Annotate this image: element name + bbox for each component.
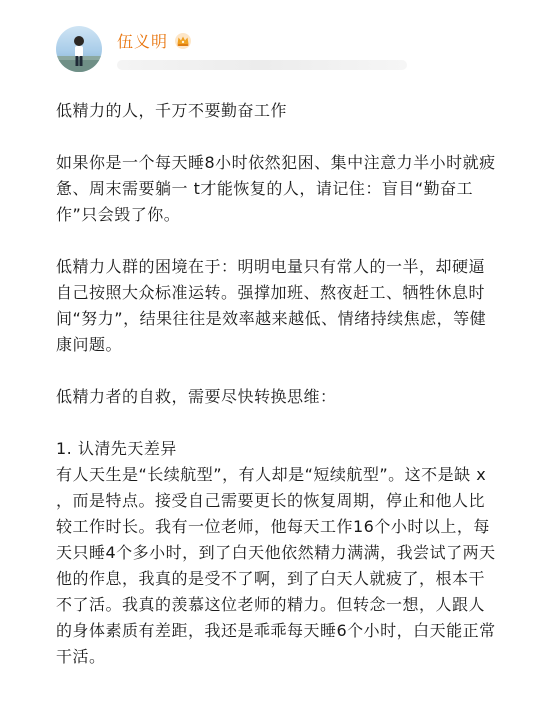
post-paragraph: 有人天生是“长续航型”，有人却是“短续航型”。这不是缺 x ，而是特点。接受自己需要更长的恢复周期，停止和他人比较工作时长。我有一位老师，他每天工作16个小时以上，每天只睡4个多小时，到了白天他依然精力满满，我尝试了两天他的作息，我真的是受不了啊，到了白天人就疲了，根本干不了活。我真的羡慕这位老师的精力。但转念一想，人跟人的身体素质有差距，我还是乖乖每天睡6个小时，白天能正常干活。 bbox=[56, 465, 496, 666]
post-meta-blurred bbox=[117, 60, 407, 70]
post-section-heading: 1. 认清先天差异 bbox=[56, 439, 177, 458]
username-row bbox=[117, 29, 407, 52]
post-header bbox=[56, 26, 407, 72]
post-paragraph: 如果你是一个每天睡8小时依然犯困、集中注意力半小时就疲惫、周末需要躺一 t才能恢复的人，请记住：盲目“勤奋工作”只会毁了你。 bbox=[56, 153, 496, 224]
username[interactable]: 伍义明 bbox=[117, 32, 169, 51]
post-paragraph: 低精力者的自救，需要尽快转换思维： bbox=[56, 387, 337, 406]
post-title: 低精力的人，千万不要勤奋工作 bbox=[56, 101, 288, 120]
user-avatar-photo-icon bbox=[56, 26, 102, 72]
user-info bbox=[117, 29, 407, 70]
avatar[interactable] bbox=[56, 26, 102, 72]
crown-badge-icon bbox=[174, 32, 192, 50]
post-paragraph: 低精力人群的困境在于：明明电量只有常人的一半，却硬逼自己按照大众标准运转。强撑加班、熬夜赶工、牺牲休息时间“努力”，结果往往是效率越来越低、情绪持续焦虑，等健康问题。 bbox=[56, 257, 487, 354]
post-body bbox=[56, 98, 496, 670]
